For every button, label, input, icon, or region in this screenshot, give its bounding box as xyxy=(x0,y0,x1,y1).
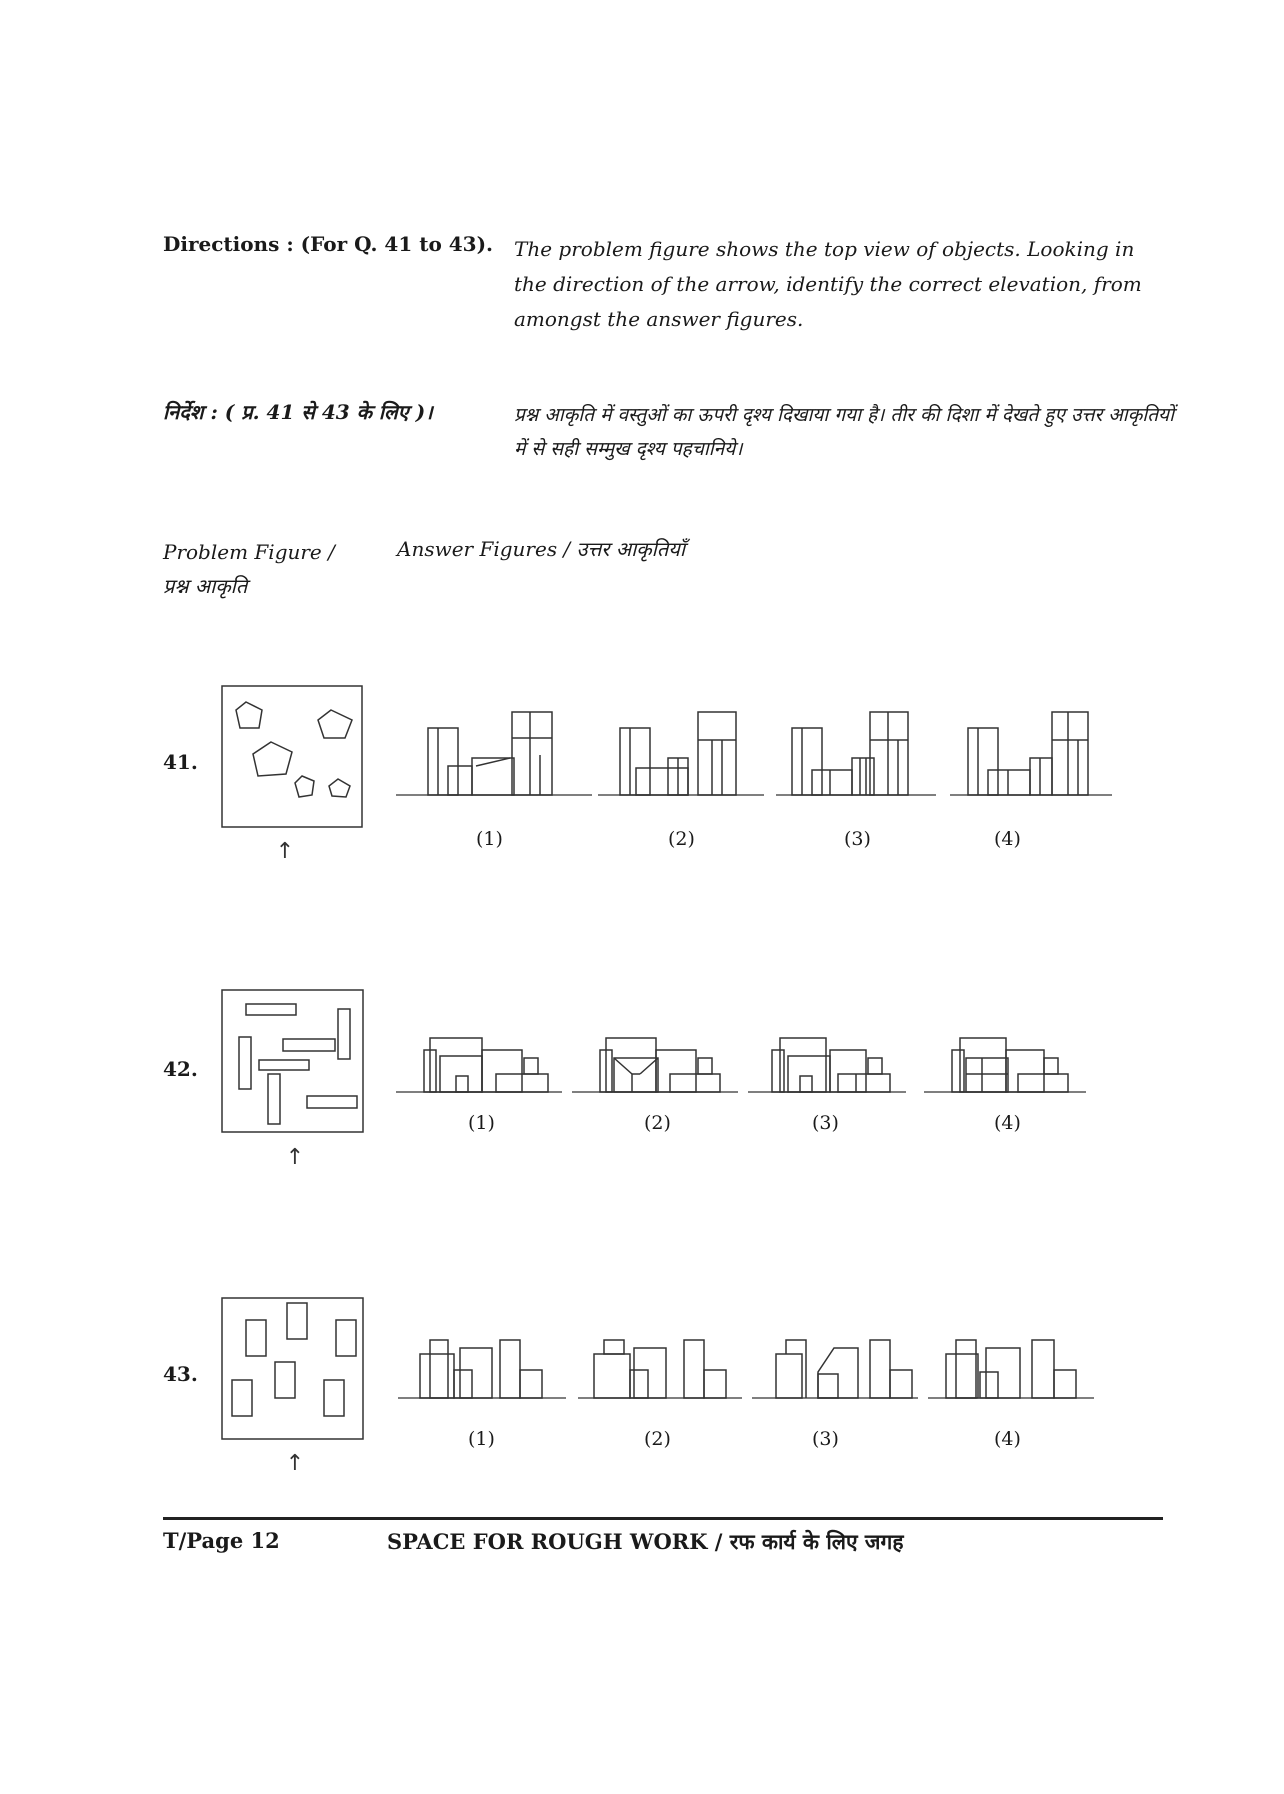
q41-option-2-figure xyxy=(598,712,764,795)
q43-option-2-figure xyxy=(578,1340,742,1398)
q41-option-3-label: (3) xyxy=(844,828,871,850)
q41-option-2-label: (2) xyxy=(668,828,695,850)
q42-option-1-label: (1) xyxy=(468,1112,495,1134)
q41-option-3-figure xyxy=(776,712,936,795)
q42-option-4-figure xyxy=(924,1038,1086,1092)
directions-label-hindi: निर्देश : ( प्र. 41 से 43 के लिए )। xyxy=(163,400,433,424)
q41-option-1-figure xyxy=(396,712,592,795)
q43-option-4-figure xyxy=(928,1340,1094,1398)
directions-label: Directions : (For Q. 41 to 43). xyxy=(163,232,494,256)
q41-problem-figure xyxy=(222,686,362,827)
problem-figure-label: Problem Figure / xyxy=(163,540,335,564)
q41-option-1-label: (1) xyxy=(476,828,503,850)
q41-option-4-label: (4) xyxy=(994,828,1021,850)
q41-arrow-icon: ↑ xyxy=(275,839,295,864)
question-number-43: 43. xyxy=(163,1362,198,1386)
directions-text-hindi: प्रश्न आकृति में वस्तुओं का ऊपरी दृश्य दिखाया गया है। तीर की दिशा में देखते हुए उत्तर आकृतियों में से सही सम्मुख दृश्य पहचानिये। xyxy=(514,404,1175,460)
page-number: T/Page 12 xyxy=(163,1528,280,1553)
question-number-42: 42. xyxy=(163,1057,198,1081)
q42-option-4-label: (4) xyxy=(994,1112,1021,1134)
q43-arrow-icon: ↑ xyxy=(285,1451,305,1476)
q42-problem-figure xyxy=(222,990,363,1132)
q42-option-3-label: (3) xyxy=(812,1112,839,1134)
q43-option-1-label: (1) xyxy=(468,1428,495,1450)
q42-arrow-icon: ↑ xyxy=(285,1145,305,1170)
q42-option-1-figure xyxy=(396,1038,562,1092)
q43-option-3-figure xyxy=(752,1340,918,1398)
directions-text: The problem figure shows the top view of objects. Looking in the direction of the arrow, identify the correct elevation, from amongst the answer figures. xyxy=(514,237,1142,331)
question-number-41: 41. xyxy=(163,750,198,774)
q42-option-3-figure xyxy=(748,1038,906,1092)
rough-work-label: SPACE FOR ROUGH WORK / रफ कार्य के लिए जगह xyxy=(387,1529,904,1554)
footer-divider xyxy=(163,1517,1163,1520)
q43-option-1-figure xyxy=(398,1340,566,1398)
q43-option-2-label: (2) xyxy=(644,1428,671,1450)
problem-figure-label-hindi: प्रश्न आकृति xyxy=(163,574,248,598)
q43-option-3-label: (3) xyxy=(812,1428,839,1450)
q42-option-2-figure xyxy=(572,1038,738,1092)
q43-problem-figure xyxy=(222,1298,363,1439)
q42-option-2-label: (2) xyxy=(644,1112,671,1134)
answer-figures-header: Answer Figures / उत्तर आकृतियाँ xyxy=(397,537,686,561)
q41-option-4-figure xyxy=(950,712,1112,795)
q43-option-4-label: (4) xyxy=(994,1428,1021,1450)
